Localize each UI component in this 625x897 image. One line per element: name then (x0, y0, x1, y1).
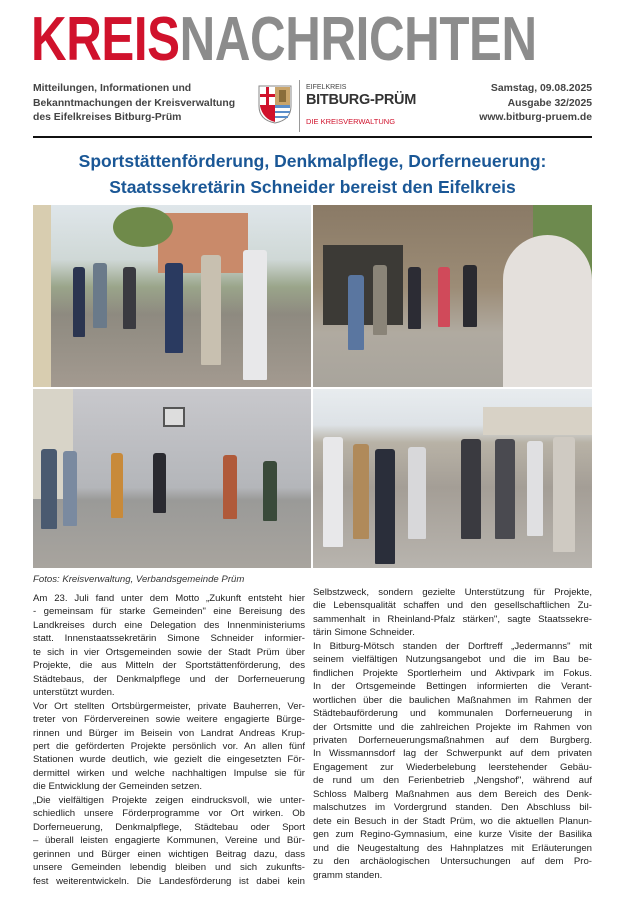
text-line: dete ein Besuch in der Stadt Prüm, wo die aktuellen Planun- (313, 815, 592, 827)
issue-number: Ausgabe 32/2025 (507, 97, 592, 109)
text-line: Vor Ort stellten Ortsbürgermeister, private Bauherren, Ver- (33, 700, 305, 712)
text-line: Dorferneuerung, Denkmalpflege, Städtebau oder Sport (33, 821, 305, 833)
text-line: sammenhalt in Rheinland-Pfalz stärken", sagte Staatssekre- (313, 613, 592, 625)
text-line: Stationen wurde deutlich, wie gezielt die eingesetzten För- (33, 754, 305, 766)
text-line: zu den archäologischen Untersuchungen auf dem Pro- (313, 856, 592, 868)
text-line: Selbstzweck, sondern gezielte Unterstützung für Projekte, (313, 587, 592, 598)
text-line: In Bitburg-Mötsch standen der Dorftreff „Jedermanns" mit (313, 640, 592, 652)
text-line: statt. Innenstaatssekretärin Simone Schneider informier- (33, 633, 305, 645)
text-line: dermittel wirken und welche nachhaltigen Impulse sie für (33, 767, 305, 779)
text-line: pert die geförderten Projekte persönlich vor. An allen fünf (33, 740, 305, 752)
text-line: Projekte, die aus Mitteln der Sportstättenförderung, des (33, 660, 305, 672)
photo-street-group (33, 205, 311, 387)
article-column-1 (33, 592, 305, 888)
photo-sports-hall (33, 389, 311, 568)
text-line: unsere Gemeinden lebendig bleiben und sich zukunfts- (33, 862, 305, 874)
photo-collage (33, 205, 592, 568)
text-line: – überall leisten engagierte Kommunen, Vereine und Bür- (33, 835, 305, 847)
text-line: Städtebauförderung und kommunalen Dorferneuerung in (313, 708, 592, 720)
issue-info (479, 82, 592, 126)
text-line: tärin Simone Schneider. (313, 627, 415, 639)
text-line: Am 23. Juli fand unter dem Motto „Zukunft entsteht hier (33, 593, 305, 604)
article-headline: Sportstättenförderung, Denkmalpflege, Dorferneuerung: Staatssekretärin Schneider bereist den Eifelkreis (78, 151, 547, 197)
text-line: gerinnen und Bürger einen wichtigen Beitrag dazu, dass (33, 848, 305, 860)
text-line: Schloss Malberg Maßnahmen aus dem Bereich des Denk- (313, 788, 592, 800)
header-rule (33, 136, 592, 138)
text-line: treter von Fördervereinen sowie weitere engagierte Bürge- (33, 714, 305, 726)
text-line: und die Neugestaltung des Hahnplatzes mit Erläuterungen (313, 842, 592, 854)
text-line: In Wissmannsdorf lag der Schwerpunkt auf dem privaten (313, 748, 592, 760)
issue-date: Samstag, 09.08.2025 (490, 83, 592, 94)
text-line: gen zum Regino-Gymnasium, eine kurze Visite der Basilika (313, 829, 592, 841)
masthead-title: KREISNACHRICHTEN (31, 5, 537, 74)
text-line: fest weiterentwickeln. Die Landesförderung ist dabei kein (33, 875, 305, 887)
text-line: privaten Dorferneuerungsmaßnahmen auf dem Burgberg. (313, 734, 592, 746)
text-line: Engagement zur Wiederbelebung leerstehender Gebäu- (313, 761, 592, 773)
website-link[interactable]: www.bitburg-pruem.de (479, 112, 592, 123)
text-line: schiedlich unsere Förderprogramme vor Ort wirken. Ob (33, 808, 305, 820)
photo-jedermanns-building (313, 205, 592, 387)
text-line: findlichen Projekte Sportlerheim und Aktivpark im Fokus. (313, 667, 592, 679)
publication-description: Mitteilungen, Informationen und Bekanntmachungen der Kreisverwaltung des Eifelkreises Bitburg-Prüm (33, 83, 236, 123)
text-line: - gemeinsam für starke Gemeinden" eine Bereisung des (33, 606, 305, 618)
text-line: der Ortsmitte und die zahlreichen Projekte im Rahmen von (313, 721, 592, 733)
text-line: gramm standen. (313, 869, 383, 881)
eifelkreis-logo: EIFELKREIS BITBURG-PRÜM DIE KREISVERWALTUNG (257, 80, 427, 132)
text-line: „Die vielfältigen Projekte zeigen eindrucksvoll, wie unter- (33, 794, 305, 806)
text-line: die Entwicklung der Gemeinden setzen. (33, 781, 203, 793)
text-line: In der Ortsgemeinde Bettingen informierten die Verant- (313, 681, 592, 693)
text-line: unterstützt wurden. (33, 687, 115, 699)
text-line: malschutzes im Vordergrund standen. Den Abschluss bil- (313, 802, 592, 814)
text-line: te sich in vier Ortsgemeinden sowie der Stadt Prüm über (33, 646, 305, 658)
article-column-2 (313, 586, 592, 882)
text-line: rinnen und Bürger im Beisein von Landrat Andreas Krup- (33, 727, 305, 739)
coat-of-arms-icon (257, 84, 293, 124)
text-line: Landkreises durch eine Delegation des Innenministeriums (33, 619, 305, 631)
text-line: Städtebaus, der Denkmalpflege und der Dorferneuerung (33, 673, 305, 685)
text-line: die Lebensqualität schaffen und den gesellschaftlichen Zu- (313, 600, 592, 612)
photo-caption: Fotos: Kreisverwaltung, Verbandsgemeinde Prüm (33, 574, 245, 585)
text-line: seinem vielfältigen Nutzungsangebot und die im Bau be- (313, 654, 592, 666)
photo-town-square (313, 389, 592, 568)
logo-divider (299, 80, 300, 132)
text-line: de rund um den Ferienbetrieb „Nengshof", während auf (313, 775, 592, 787)
text-line: wortlichen über die baulichen Maßnahmen im Rahmen der (313, 694, 592, 706)
